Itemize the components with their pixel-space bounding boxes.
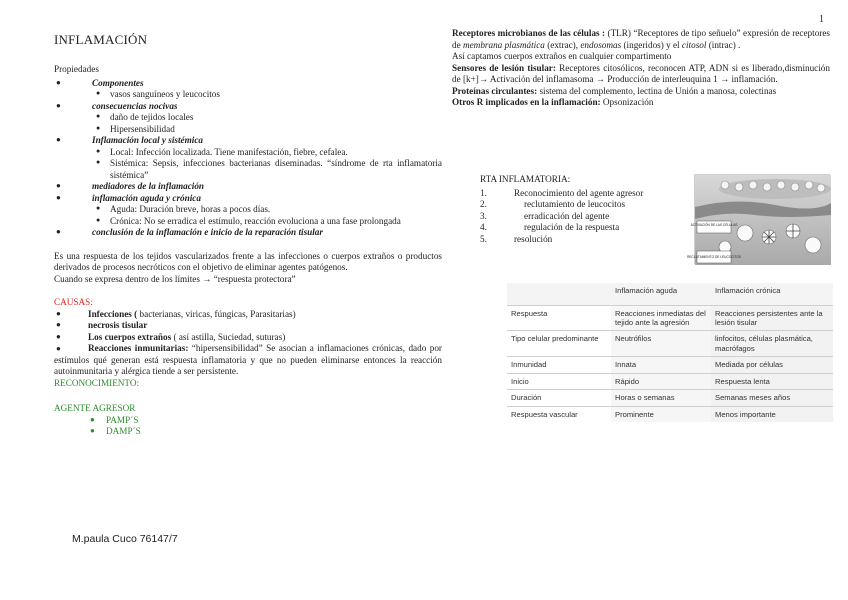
table-cell: Menos importante	[711, 406, 833, 422]
bullet-icon: ●	[96, 215, 101, 224]
property-subitem: ● Local: Infección localizada. Tiene manifestación, fiebre, cefalea.	[96, 146, 348, 157]
causes-list	[54, 309, 442, 378]
table-cell: Reacciones inmediatas del tejido ante la agresión	[611, 305, 711, 331]
table-cell: Neutrófilos	[611, 331, 711, 357]
property-label: consecuencias nocivas	[92, 100, 178, 111]
bullet-icon: ●	[90, 414, 95, 424]
table-header-cell	[507, 283, 611, 305]
agent-item: ● PAMP´S	[90, 414, 139, 425]
property-label: mediadores de la inflamación	[92, 181, 205, 191]
bullet-icon: ●	[96, 204, 101, 212]
bullet-icon: ●	[56, 320, 61, 329]
property-item	[54, 78, 442, 101]
table-cell: Reacciones persistentes ante la lesión tisular	[711, 305, 833, 331]
inflammation-illustration	[687, 174, 830, 264]
bullet-icon: ●	[56, 331, 61, 341]
table-cell: Respuesta vascular	[507, 406, 611, 422]
agent-label: AGENTE AGRESOR	[54, 403, 136, 413]
page-number: 1	[819, 14, 824, 25]
property-subitem: ● Hipersensibilidad	[96, 123, 175, 134]
rta-section	[480, 174, 692, 245]
property-label: conclusión de la inflamación e inicio de la reparación tisular	[92, 227, 323, 237]
table-cell: Inmunidad	[507, 357, 611, 373]
table-row	[507, 373, 833, 389]
capture-text: Así captamos cuerpos extraños en cualquier compartimento	[452, 51, 672, 61]
rta-step: 3. erradicación del agente	[480, 210, 610, 221]
agent-item: ● DAMP´S	[90, 426, 141, 436]
bullet-icon: ●	[96, 89, 101, 97]
definition-limit: Cuando se expresa dentro de los límites → “respuesta protectora”	[54, 273, 296, 284]
bullet-icon: ●	[56, 77, 61, 87]
property-subitem: ● Sistémica: Sepsis, infecciones bacterianas diseminadas. “síndrome de rta inflamatoria sistémica”	[96, 158, 442, 180]
receptors-paragraph: Receptores microbianos de las células : (TLR) “Receptores de tipo señuelo” expresión de receptores de membrana plasmática (extrac), endosomas (ingeridos) y el citosol (intrac) .	[452, 28, 830, 50]
properties-label: Propiedades	[54, 64, 99, 74]
table-row	[507, 331, 833, 357]
bullet-icon: ●	[90, 426, 95, 435]
bullet-icon: ●	[56, 227, 61, 236]
property-item	[54, 227, 442, 239]
table-cell: Semanas meses años	[711, 390, 833, 406]
table-row	[507, 390, 833, 406]
table-cell: Prominente	[611, 406, 711, 422]
inflammation-illustration-graphic	[687, 175, 831, 265]
agent-list	[54, 415, 442, 438]
property-label: inflamación aguda y crónica	[92, 192, 201, 203]
proteins-paragraph: Proteínas circulantes: sistema del complemento, lectina de Unión a manosa, colectinas	[452, 85, 777, 96]
rta-step: 2. reclutamiento de leucocitos	[480, 199, 626, 209]
property-item	[54, 135, 442, 181]
table-cell: Rápido	[611, 373, 711, 389]
property-item	[54, 181, 442, 193]
bullet-icon: ●	[96, 146, 101, 155]
property-subitem: ● vasos sanguíneos y leucocitos	[96, 89, 220, 99]
table-header-cell: Inflamación aguda	[611, 283, 711, 305]
table-cell: Inicio	[507, 373, 611, 389]
table-cell: Mediada por células	[711, 357, 833, 373]
property-item	[54, 193, 442, 228]
rta-step: 1. Reconocimiento del agente agresor	[480, 187, 644, 198]
property-subitem: ● Aguda: Duración breve, horas a pocos días.	[96, 204, 271, 214]
table-cell: Respuesta	[507, 305, 611, 331]
property-subitem: ● Crónica: No se erradica el estímulo, reacción evoluciona a una fase prolongada	[96, 215, 401, 226]
bullet-icon: ●	[56, 308, 61, 318]
cause-item: ● necrosis tisular	[56, 320, 148, 330]
bullet-icon: ●	[56, 181, 61, 190]
table-header-cell: Inflamación crónica	[711, 283, 833, 305]
bullet-icon: ●	[56, 344, 61, 353]
figure-label-recruitment: RECLUTAMIENTO DE LEUCOCITOS	[687, 255, 741, 259]
bullet-icon: ●	[96, 112, 101, 120]
cause-item: ● Los cuerpos extraños ( así astilla, Suciedad, suturas)	[56, 331, 286, 342]
inflammation-comparison-table	[507, 283, 833, 422]
causes-label: CAUSAS:	[54, 297, 93, 307]
table-row	[507, 357, 833, 373]
left-column	[54, 64, 442, 438]
bullet-icon: ●	[56, 135, 61, 144]
property-label: Inflamación local y sistémica	[92, 135, 204, 145]
table-cell: Tipo celular predominante	[507, 331, 611, 357]
rta-steps	[480, 188, 692, 246]
table-cell: linfocitos, células plasmática, macrófagos	[711, 331, 833, 357]
properties-list	[54, 78, 442, 239]
bullet-icon: ●	[56, 192, 61, 202]
recognition-label: RECONOCIMIENTO:	[54, 377, 140, 388]
table-cell: Duración	[507, 390, 611, 406]
definition-paragraph: Es una respuesta de los tejidos vascularizados frente a las infecciones o cuerpos extraños o productos derivados de procesos necróticos con el objetivo de eliminar agentes patógenos.	[54, 250, 442, 272]
bullet-icon: ●	[96, 123, 101, 132]
property-subitem: ● daño de tejidos locales	[96, 112, 194, 122]
property-label: Componentes	[92, 77, 144, 88]
table-cell: Respuesta lenta	[711, 373, 833, 389]
table-cell: Innata	[611, 357, 711, 373]
bullet-icon: ●	[96, 158, 101, 166]
table-cell: Horas o semanas	[611, 390, 711, 406]
cause-item: ● Infecciones ( bacterianas, víricas, fúngicas, Parasitarias)	[56, 308, 296, 319]
document-title: INFLAMACIÓN	[54, 32, 148, 47]
table-header-row	[507, 283, 833, 305]
cause-item: ● Reacciones inmunitarias: “hipersensibilidad” Se asocian a inflamaciones crónicas, dado por estímulos qué generan está respuesta inflamatoria y que no pueden eliminarse entonces la reacción autoinmunitaria y alérgica tiende a ser persistente.	[54, 343, 442, 376]
author-signature: M.paula Cuco 76147/7	[72, 533, 178, 545]
rta-title: RTA INFLAMATORIA:	[480, 174, 571, 184]
property-item	[54, 101, 442, 136]
right-column	[452, 28, 830, 109]
table-row	[507, 305, 833, 331]
table-row	[507, 406, 833, 422]
others-paragraph: Otros R implicados en la inflamación: Opsonización	[452, 97, 654, 107]
bullet-icon: ●	[56, 100, 61, 110]
sensors-paragraph: Sensores de lesión tisular: Receptores citosólicos, reconocen ATP, ADN si es liberado,disminución de [k+]→ Activación del inflamasoma → Producción de interleuquina 1 → inflamación.	[452, 62, 830, 84]
rta-step: 4. regulación de la respuesta	[480, 222, 620, 232]
rta-step: 5. resolución	[480, 233, 553, 244]
figure-label-activation: ACTIVACIÓN DE LAS CÉLULAS	[690, 223, 738, 227]
